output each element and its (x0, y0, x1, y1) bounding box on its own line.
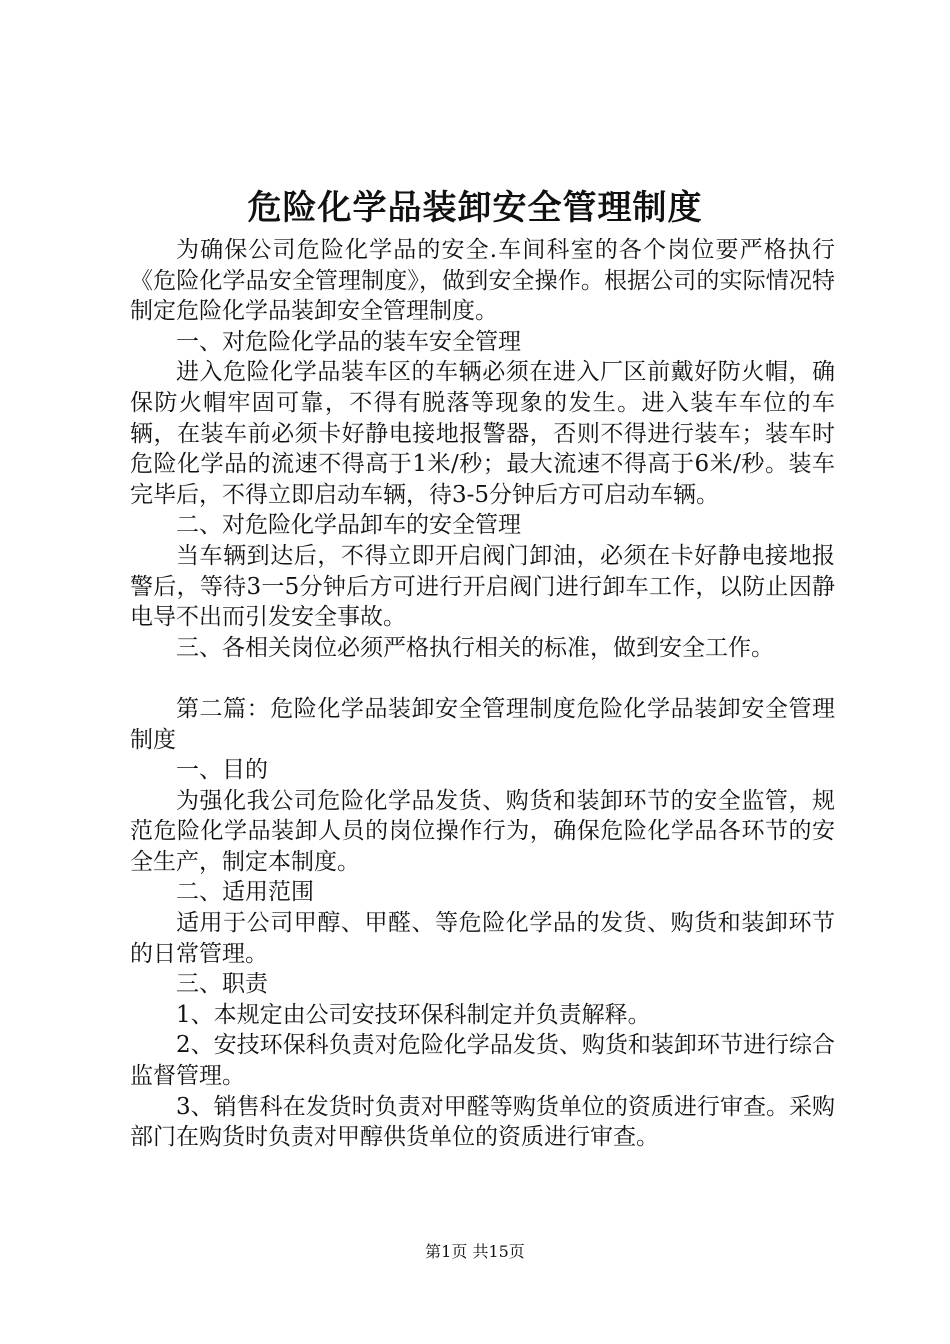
part-two-heading: 第二篇：危险化学品装卸安全管理制度危险化学品装卸安全管理制度 (130, 695, 835, 753)
unloading-paragraph: 当车辆到达后，不得立即开启阀门卸油，必须在卡好静电接地报警后，等待3一5分钟后方可进行开启阀门进行卸车工作，以防止因静电导不出而引发安全事故。 (130, 542, 835, 631)
page-title: 危险化学品装卸安全管理制度 (247, 188, 703, 228)
section-item-three: 三、各相关岗位必须严格执行相关的标准，做到安全工作。 (176, 634, 774, 661)
section-heading-loading: 一、对危险化学品的装车安全管理 (176, 328, 521, 355)
intro-paragraph: 为确保公司危险化学品的安全.车间科室的各个岗位要严格执行《危险化学品安全管理制度》，做到安全操作。根据公司的实际情况特制定危险化学品装卸安全管理制度。 (130, 237, 835, 325)
blank-line (130, 663, 835, 694)
section-heading-purpose: 一、目的 (176, 757, 268, 784)
document-body (130, 235, 835, 1153)
duty-item-2: 2、安技环保科负责对危险化学品发货、购货和装卸环节进行综合监督管理。 (130, 1032, 835, 1090)
purpose-paragraph: 为强化我公司危险化学品发货、购货和装卸环节的安全监管，规范危险化学品装卸人员的岗位操作行为，确保危险化学品各环节的安全生产，制定本制度。 (130, 787, 835, 875)
duty-item-1: 1、本规定由公司安技环保科制定并负责解释。 (176, 1001, 651, 1028)
section-heading-duties: 三、职责 (176, 971, 268, 998)
section-heading-scope: 二、适用范围 (176, 879, 314, 906)
scope-paragraph: 适用于公司甲醇、甲醛、等危险化学品的发货、购货和装卸环节的日常管理。 (130, 910, 835, 967)
duty-item-3: 3、销售科在发货时负责对甲醛等购货单位的资质进行审查。采购部门在购货时负责对甲醇供货单位的资质进行审查。 (130, 1093, 835, 1151)
section-heading-unloading: 二、对危险化学品卸车的安全管理 (176, 512, 521, 539)
loading-paragraph: 进入危险化学品装车区的车辆必须在进入厂区前戴好防火帽，确保防火帽牢固可靠，不得有脱落等现象的发生。进入装车车位的车辆，在装车前必须卡好静电接地报警器，否则不得进行装车；装车时危险化学品的流速不得高于1米/秒；最大流速不得高于6米/秒。装车完毕后，不得立即启动车辆，待3-5分钟后方可启动车辆。 (130, 359, 835, 508)
page-number-footer: 第1页 共15页 (425, 1242, 525, 1261)
